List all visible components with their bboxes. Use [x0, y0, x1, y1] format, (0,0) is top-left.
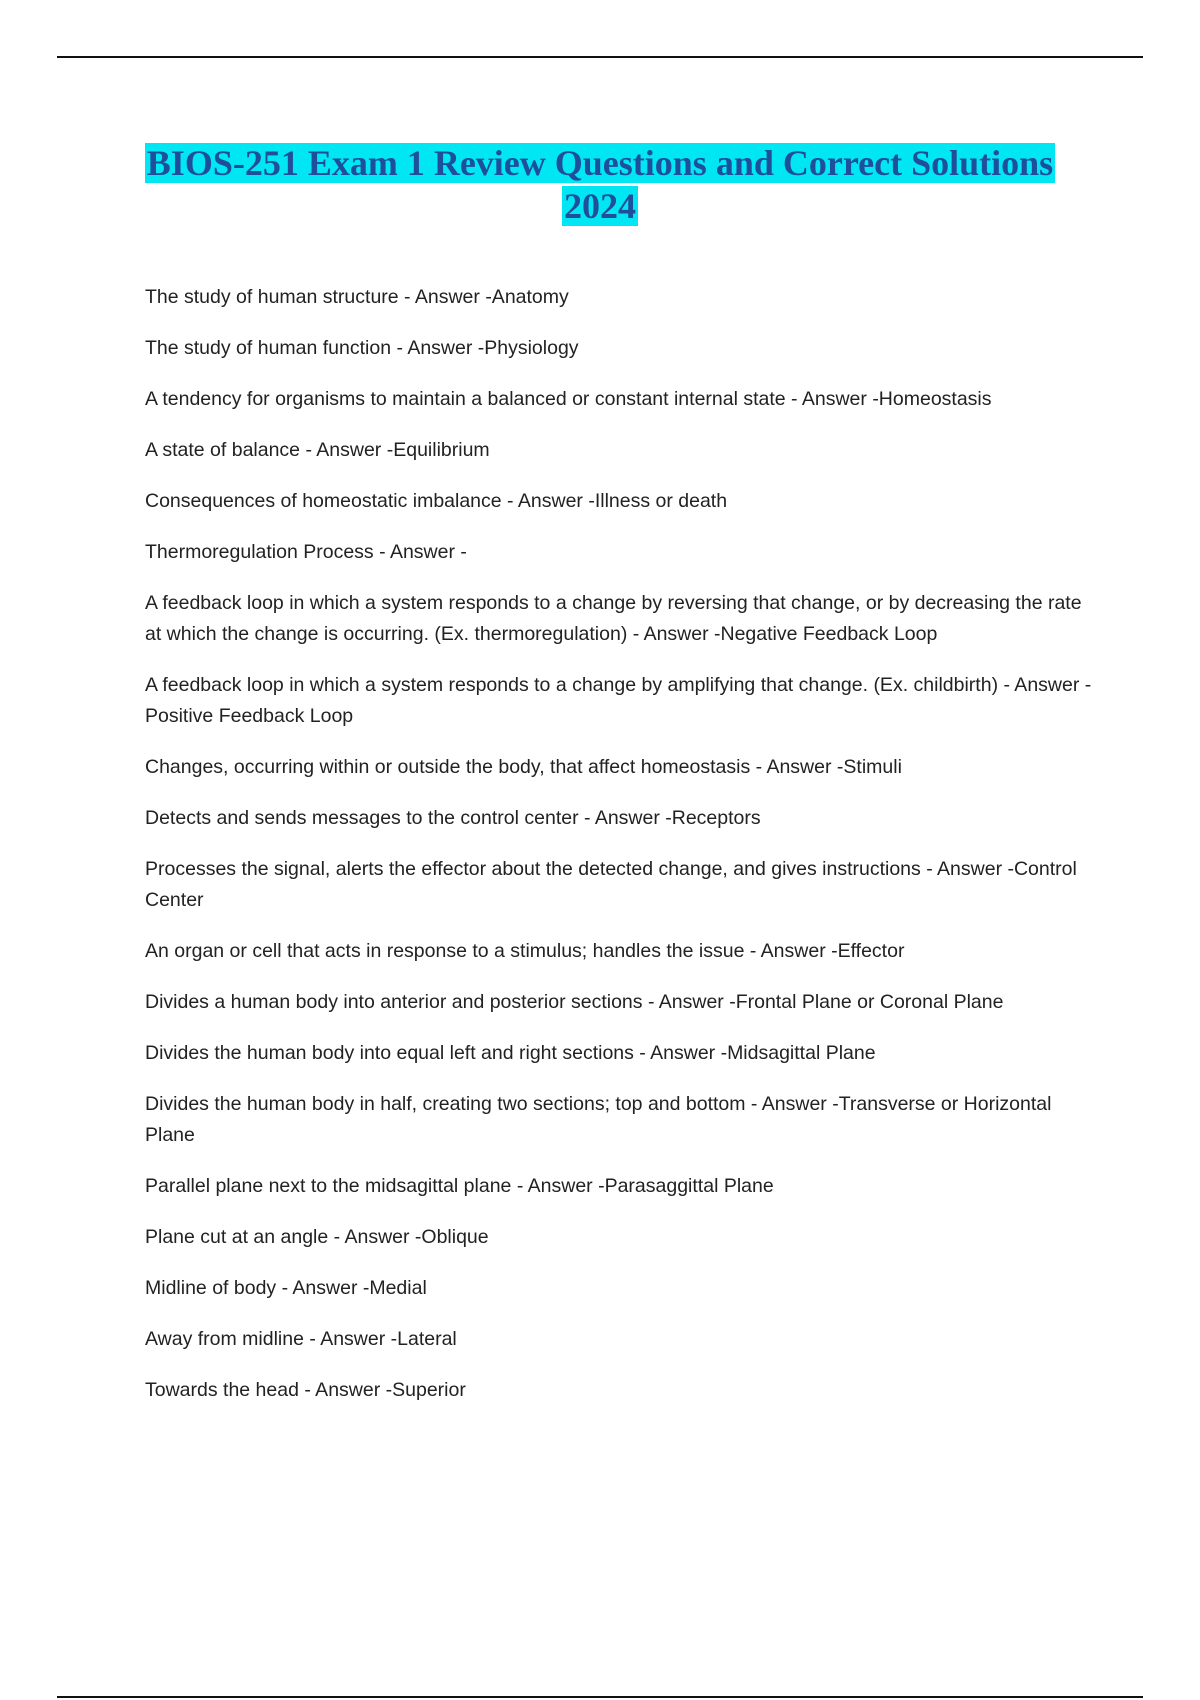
qa-item: A state of balance - Answer -Equilibrium [145, 439, 490, 461]
qa-item: Divides the human body into equal left and right sections - Answer -Midsagittal Plane [145, 1042, 876, 1064]
qa-item: Away from midline - Answer -Lateral [145, 1328, 457, 1350]
qa-item: Processes the signal, alerts the effector about the detected change, and gives instructions - Answer -Control Center [145, 858, 1077, 911]
title-line-2: 2024 [564, 186, 636, 226]
title-line-1: BIOS-251 Exam 1 Review Questions and Correct Solutions [146, 143, 1054, 183]
bottom-rule [57, 1696, 1143, 1698]
qa-item: A tendency for organisms to maintain a balanced or constant internal state - Answer -Homeostasis [145, 388, 992, 410]
qa-item: The study of human function - Answer -Physiology [145, 337, 579, 359]
top-rule [57, 56, 1143, 58]
qa-item: Divides a human body into anterior and posterior sections - Answer -Frontal Plane or Coronal Plane [145, 991, 1004, 1013]
qa-item: A feedback loop in which a system responds to a change by reversing that change, or by decreasing the rate at which the change is occurring. (Ex. thermoregulation) - Answer -Negative Feedback Loop [145, 592, 1082, 645]
qa-item: Divides the human body in half, creating two sections; top and bottom - Answer -Transverse or Horizontal Plane [145, 1093, 1052, 1146]
qa-item: Midline of body - Answer -Medial [145, 1277, 427, 1299]
qa-item: Parallel plane next to the midsagittal plane - Answer -Parasaggittal Plane [145, 1175, 774, 1197]
qa-item: An organ or cell that acts in response to a stimulus; handles the issue - Answer -Effector [145, 940, 905, 962]
qa-item: Changes, occurring within or outside the body, that affect homeostasis - Answer -Stimuli [145, 756, 902, 778]
qa-item: Plane cut at an angle - Answer -Oblique [145, 1226, 489, 1248]
qa-item: Towards the head - Answer -Superior [145, 1379, 466, 1401]
document-title [100, 142, 1100, 228]
qa-item: Thermoregulation Process - Answer - [145, 541, 467, 563]
qa-item: Detects and sends messages to the control center - Answer -Receptors [145, 807, 761, 829]
qa-item: The study of human structure - Answer -Anatomy [145, 286, 569, 308]
qa-list [145, 282, 1095, 1426]
qa-item: A feedback loop in which a system responds to a change by amplifying that change. (Ex. childbirth) - Answer -Positive Feedback Loop [145, 674, 1092, 727]
qa-item: Consequences of homeostatic imbalance - Answer -Illness or death [145, 490, 728, 512]
